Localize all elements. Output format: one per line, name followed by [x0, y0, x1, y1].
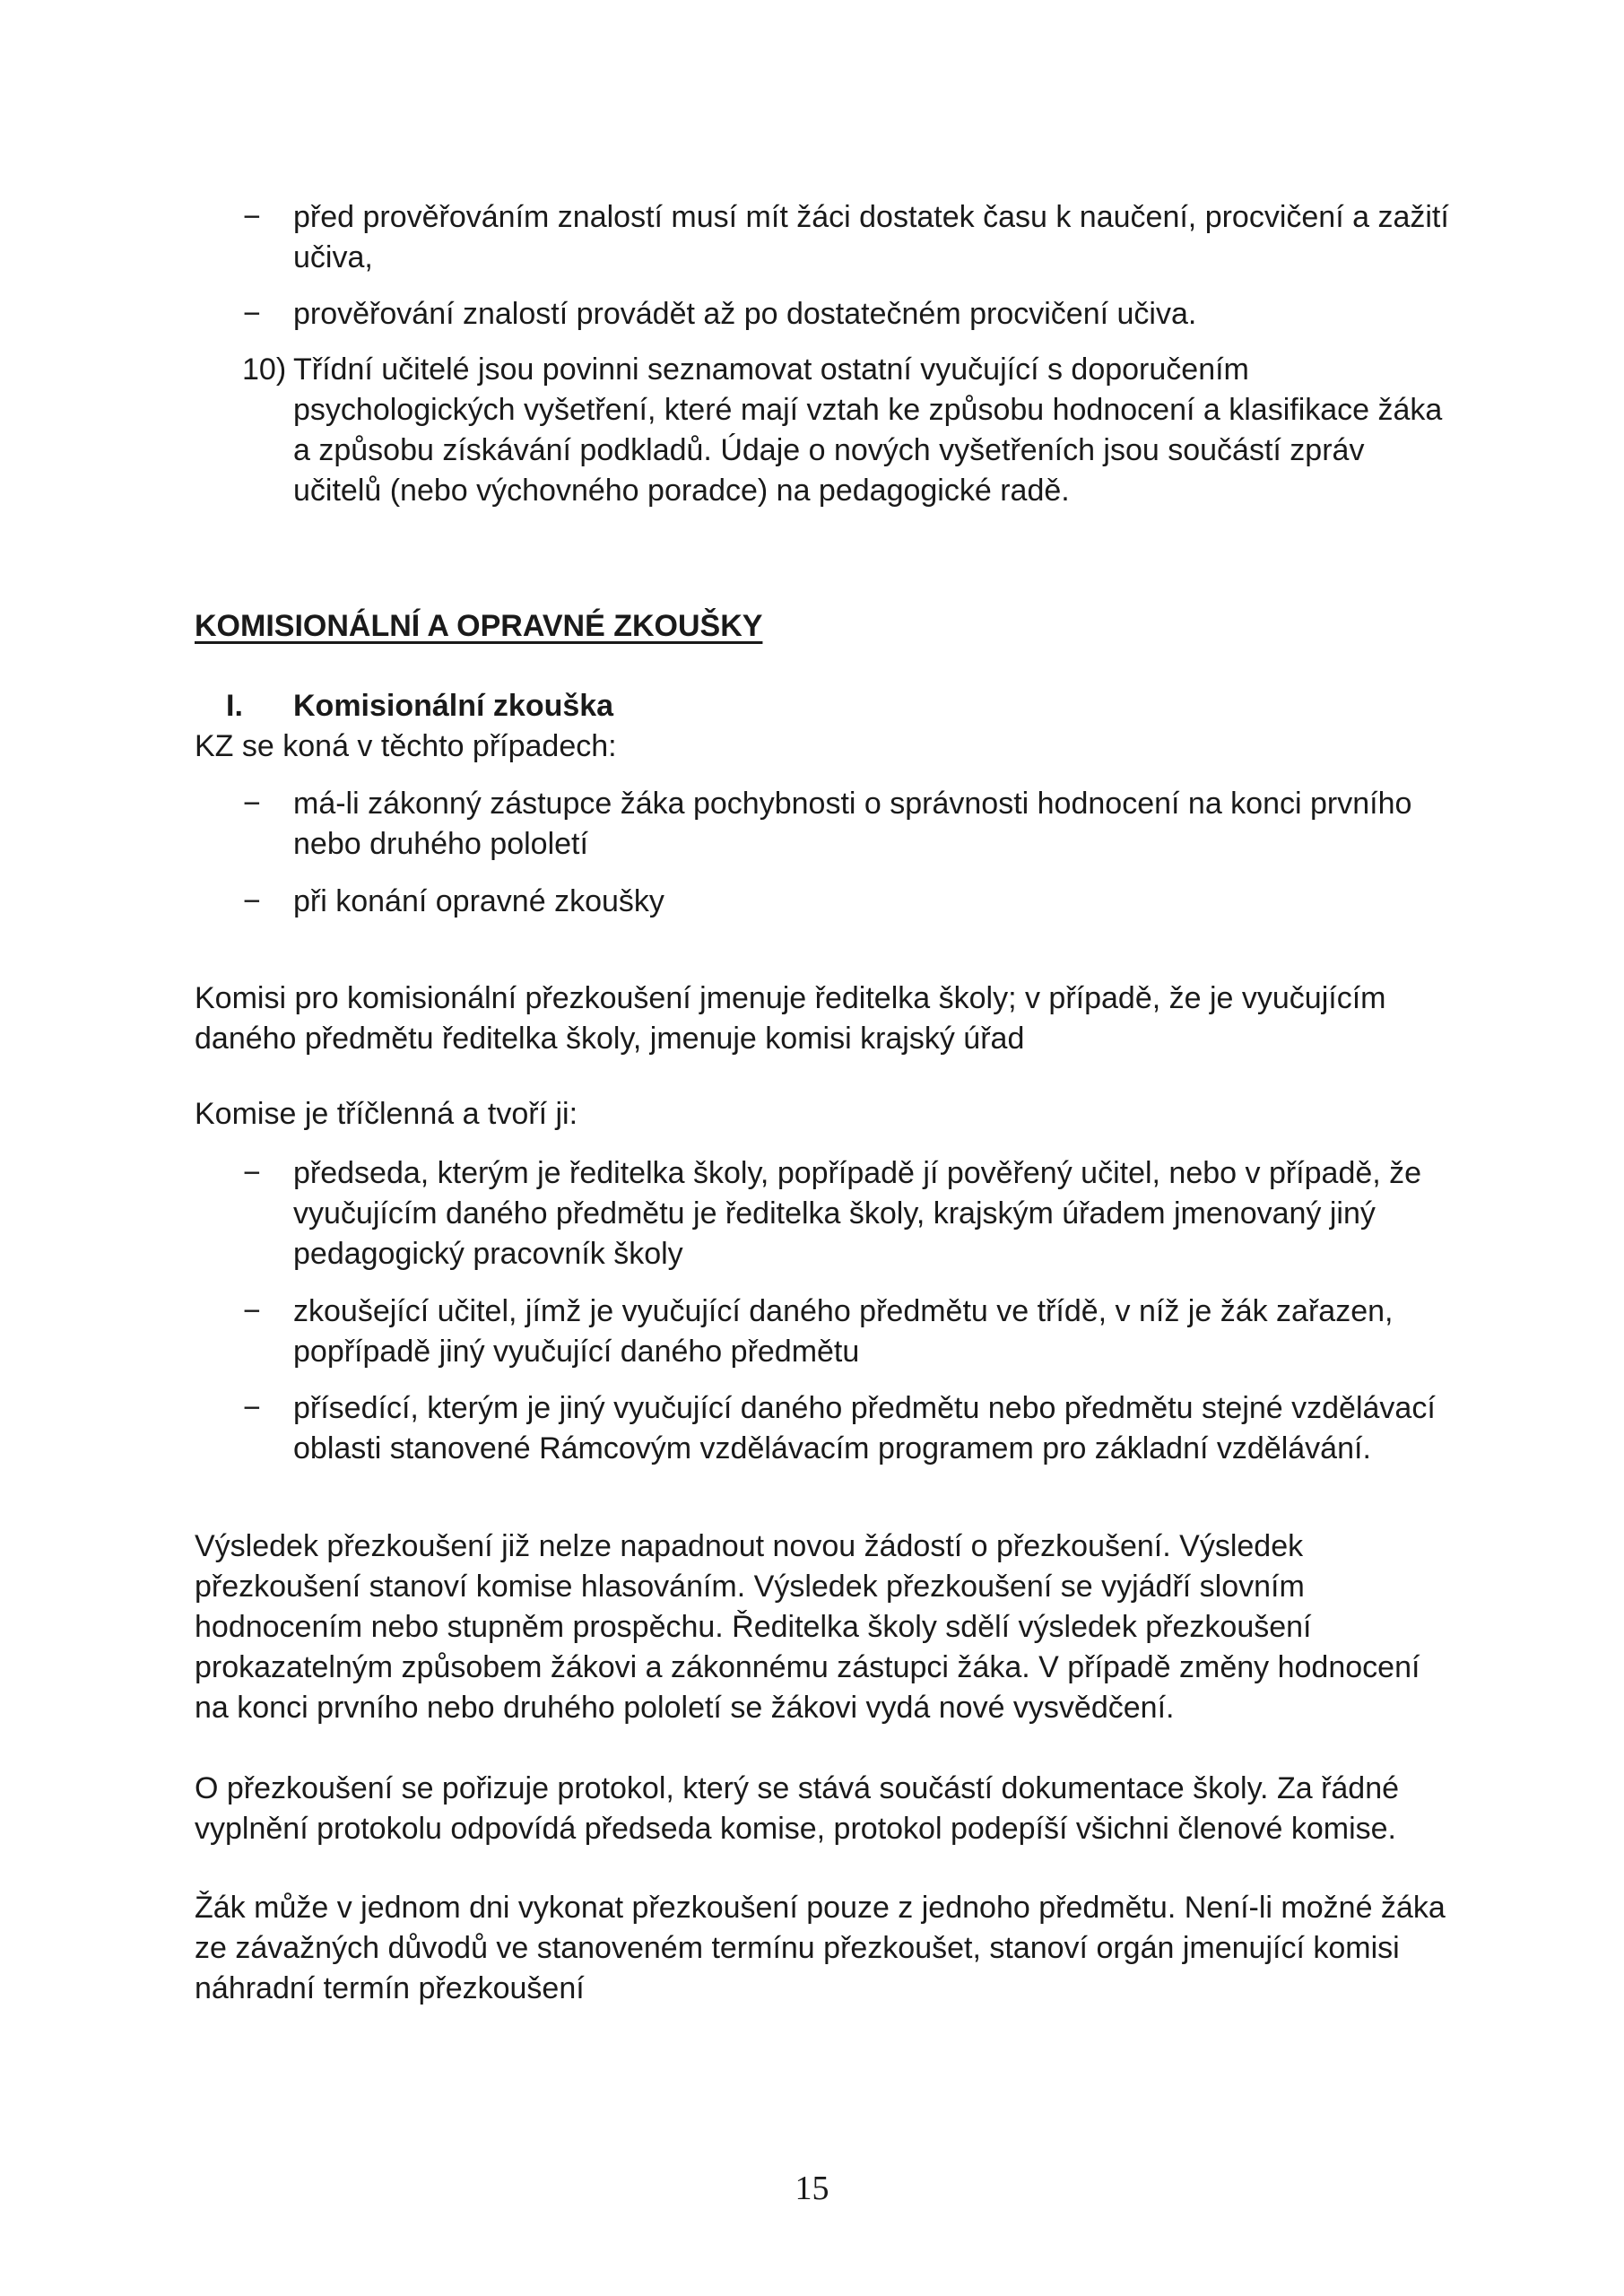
list-item-text: prověřování znalostí provádět až po dostatečném procvičení učiva. [293, 297, 1197, 331]
dash-bullet: − [243, 787, 261, 821]
list-item-text: má-li zákonný zástupce žáka pochybnosti o správnosti hodnocení na konci prvního nebo druhého pololetí [293, 787, 1412, 861]
dash-bullet: − [243, 297, 261, 331]
dash-bullet: − [243, 1294, 261, 1328]
list-item-text: přísedící, kterým je jiný vyučující daného předmětu nebo předmětu stejné vzdělávací oblasti stanovené Rámcovým vzdělávacím programem pro základní vzdělávání. [293, 1391, 1436, 1465]
list-item-text: při konání opravné zkoušky [293, 884, 664, 918]
list-item-text: před prověřováním znalostí musí mít žáci dostatek času k naučení, procvičení a zažití učiva, [293, 200, 1449, 274]
kz-intro: KZ se koná v těchto případech: [195, 729, 617, 763]
subsection-label: Komisionální zkouška [293, 689, 614, 723]
item-number: 10) [242, 352, 287, 387]
dash-bullet: − [243, 1391, 261, 1425]
list-item-text: zkoušející učitel, jímž je vyučující daného předmětu ve třídě, v níž je žák zařazen, popřípadě jiný vyučující daného předmětu [293, 1294, 1394, 1369]
item-text: Třídní učitelé jsou povinni seznamovat ostatní vyučující s doporučením psychologických vyšetření, které mají vztah ke způsobu hodnocení a klasifikace žáka a způsobu získávání podkladů. Údaje o nových vyšetřeních jsou součástí zpráv učitelů (nebo výchovného poradce) na pedagogické radě. [293, 352, 1443, 508]
paragraph-result: Výsledek přezkoušení již nelze napadnout novou žádostí o přezkoušení. Výsledek přezkoušení stanoví komise hlasováním. Výsledek přezkoušení se vyjádří slovním hodnocením nebo stupněm prospěchu. Ředitelka školy sdělí výsledek přezkoušení prokazatelným způsobem žákovi a zákonnému zástupci žáka. V případě změny hodnocení na konci prvního nebo druhého pololetí se žákovi vydá nové vysvědčení. [195, 1529, 1420, 1725]
subsection-numeral: I. [226, 689, 243, 723]
page-number: 15 [795, 2170, 829, 2207]
dash-bullet: − [243, 200, 261, 234]
list-item-text: předseda, kterým je ředitelka školy, popřípadě jí pověřený učitel, nebo v případě, že vyučujícím daného předmětu je ředitelka školy, krajským úřadem jmenovaný jiný pedagogický pracovník školy [293, 1156, 1422, 1271]
paragraph-members-intro: Komise je tříčlenná a tvoří ji: [195, 1097, 578, 1131]
dash-bullet: − [243, 1156, 261, 1190]
subsection-title [226, 686, 613, 726]
paragraph-protocol: O přezkoušení se pořizuje protokol, který se stává součástí dokumentace školy. Za řádné vyplnění protokolu odpovídá předseda komise, protokol podepíší všichni členové komise. [195, 1771, 1400, 1846]
paragraph-one-day: Žák může v jednom dni vykonat přezkoušení pouze z jednoho předmětu. Není-li možné žáka ze závažných důvodů ve stanoveném termínu přezkoušet, stanoví orgán jmenující komisi náhradní termín přezkoušení [195, 1891, 1446, 2005]
section-heading: KOMISIONÁLNÍ A OPRAVNÉ ZKOUŠKY [195, 609, 763, 643]
paragraph-commission: Komisi pro komisionální přezkoušení jmenuje ředitelka školy; v případě, že je vyučujícím daného předmětu ředitelka školy, jmenuje komisi krajský úřad [195, 981, 1386, 1056]
dash-bullet: − [243, 884, 261, 918]
